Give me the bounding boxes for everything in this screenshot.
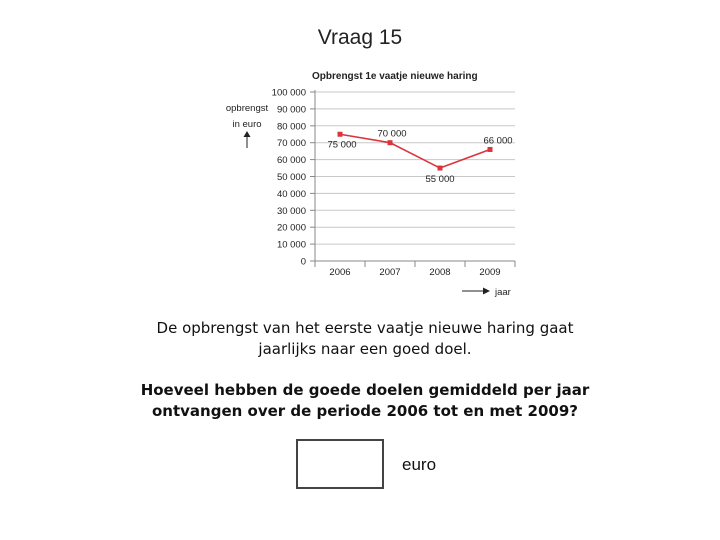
intro-paragraph: De opbrengst van het eerste vaatje nieuwe haring gaat jaarlijks naar een goed doel.: [156, 319, 574, 358]
line-chart: [215, 62, 525, 302]
data-label-2008: 55 000: [425, 174, 455, 186]
y-tick-label-9: 90 000: [276, 104, 306, 116]
y-tick-label-10: 100 000: [271, 87, 306, 99]
x-axis-label: jaar: [495, 287, 511, 298]
x-tick-label-2: 2008: [429, 267, 451, 278]
y-tick-label-2: 20 000: [276, 222, 306, 234]
data-point-2007: [388, 140, 393, 145]
chart-title: Opbrengst 1e vaatje nieuwe haring: [312, 71, 478, 82]
chart-grid: [315, 90, 515, 261]
question-text: Hoeveel hebben de goede doelen gemiddeld per jaar ontvangen over de periode 2006 tot en met 2009?: [140, 381, 590, 420]
x-axis-arrowhead-icon: [483, 288, 490, 295]
page-title: Vraag 15: [317, 26, 403, 49]
data-label-2009: 66 000: [483, 135, 513, 147]
y-tick-label-6: 60 000: [276, 155, 306, 167]
y-tick-label-3: 30 000: [276, 205, 306, 217]
y-tick-label-7: 70 000: [276, 138, 306, 150]
data-point-2009: [488, 147, 493, 152]
data-point-2008: [438, 166, 443, 171]
y-axis-label-line-1: opbrengst: [225, 103, 269, 114]
y-tick-label-0: 0: [300, 256, 306, 268]
x-tick-label-1: 2007: [379, 267, 401, 278]
series-line-0: [340, 134, 490, 168]
y-axis-label-line-2: in euro: [232, 119, 262, 130]
y-axis-label: [226, 103, 269, 148]
answer-unit: euro: [402, 455, 437, 474]
answer-input-box[interactable]: [296, 439, 384, 489]
x-tick-label-3: 2009: [479, 267, 501, 278]
y-axis-ticks: [272, 88, 315, 268]
x-tick-label-0: 2006: [329, 267, 351, 278]
y-axis-arrowhead-icon: [244, 131, 251, 137]
x-axis-label-group: [462, 287, 511, 298]
y-tick-label-8: 80 000: [276, 121, 306, 133]
y-tick-label-4: 40 000: [276, 188, 306, 200]
y-tick-label-5: 50 000: [276, 172, 306, 183]
data-point-2006: [338, 132, 343, 137]
x-axis-ticks: [315, 261, 515, 278]
data-label-2006: 75 000: [327, 139, 357, 151]
data-label-2007: 70 000: [377, 128, 407, 140]
y-tick-label-1: 10 000: [276, 239, 306, 251]
